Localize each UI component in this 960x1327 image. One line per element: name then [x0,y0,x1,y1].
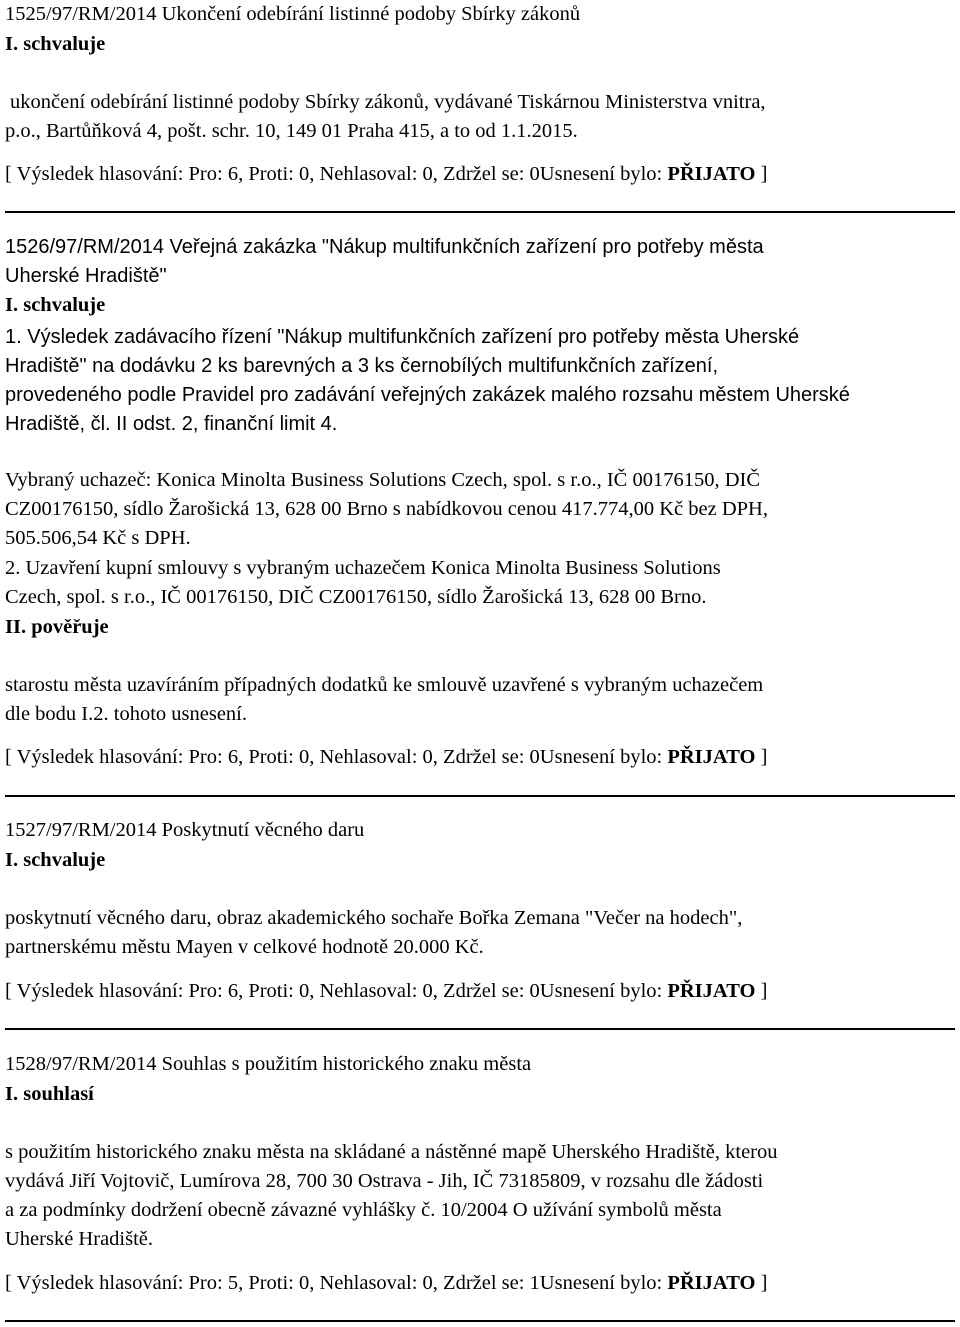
section-title: Uherské Hradiště" [5,265,167,287]
body-line: Uherské Hradiště. [5,1228,154,1250]
vote-result [5,743,767,773]
vote-status: PŘIJATO [667,163,756,185]
section-title: 1528/97/RM/2014 Souhlas s použitím historického znaku města [5,1053,532,1075]
body-line: p.o., Bartůňková 4, pošt. schr. 10, 149 01 Praha 415, a to od 1.1.2015. [5,120,578,142]
vote-end: ] [755,163,768,185]
section-divider [5,1320,955,1322]
body-line: poskytnutí věcného daru, obraz akademického sochaře Bořka Zemana "Večer na hodech", [5,907,743,929]
section-title: 1525/97/RM/2014 Ukončení odebírání listinné podoby Sbírky zákonů [5,3,581,25]
body-line: partnerskému městu Mayen v celkové hodnotě 20.000 Kč. [5,936,484,958]
body-line: vydává Jiří Vojtovič, Lumírova 28, 700 30 Ostrava - Jih, IČ 73185809, v rozsahu dle žádosti [5,1170,764,1192]
body-line: 2. Uzavření kupní smlouvy s vybraným uchazečem Konica Minolta Business Solutions [5,557,721,579]
vote-status: PŘIJATO [667,1272,756,1294]
vote-text: [ Výsledek hlasování: Pro: 6, Proti: 0, Nehlasoval: 0, Zdržel se: 0Usnesení bylo: [5,746,668,768]
vote-end: ] [755,746,768,768]
body-line: dle bodu I.2. tohoto usnesení. [5,703,247,725]
action-heading: I. schvaluje [5,33,106,55]
body-line: provedeného podle Pravidel pro zadávání veřejných zakázek malého rozsahu městem Uherské [5,384,850,406]
vote-text: [ Výsledek hlasování: Pro: 5, Proti: 0, Nehlasoval: 0, Zdržel se: 1Usnesení bylo: [5,1272,668,1294]
body-line: a za podmínky dodržení obecně závazné vyhlášky č. 10/2004 O užívání symbolů města [5,1199,722,1221]
action-heading: I. souhlasí [5,1083,94,1105]
vote-end: ] [755,1272,768,1294]
vote-result [5,160,767,190]
body-line: Vybraný uchazeč: Konica Minolta Business Solutions Czech, spol. s r.o., IČ 00176150, DIČ [5,469,760,491]
body-line: 505.506,54 Kč s DPH. [5,527,191,549]
body-line: CZ00176150, sídlo Žarošická 13, 628 00 Brno s nabídkovou cenou 417.774,00 Kč bez DPH, [5,498,768,520]
section-divider [5,795,955,797]
vote-status: PŘIJATO [667,980,756,1002]
vote-text: [ Výsledek hlasování: Pro: 6, Proti: 0, Nehlasoval: 0, Zdržel se: 0Usnesení bylo: [5,163,668,185]
vote-result [5,977,767,1007]
vote-status: PŘIJATO [667,746,756,768]
section-title: 1526/97/RM/2014 Veřejná zakázka "Nákup multifunkčních zařízení pro potřeby města [5,236,764,258]
action-heading: II. pověřuje [5,616,109,638]
action-heading: I. schvaluje [5,849,106,871]
body-line: Hradiště" na dodávku 2 ks barevných a 3 ks černobílých multifunkčních zařízení, [5,355,719,377]
section-divider [5,211,955,213]
body-line: ukončení odebírání listinné podoby Sbírky zákonů, vydávané Tiskárnou Ministerstva vnitra, [10,91,766,113]
body-line: s použitím historického znaku města na skládané a nástěnné mapě Uherského Hradiště, kterou [5,1141,778,1163]
vote-result [5,1269,767,1299]
body-line: Czech, spol. s r.o., IČ 00176150, DIČ CZ00176150, sídlo Žarošická 13, 628 00 Brno. [5,586,707,608]
action-heading: I. schvaluje [5,294,106,316]
body-line: starostu města uzavíráním případných dodatků ke smlouvě uzavřené s vybraným uchazečem [5,674,764,696]
section-title: 1527/97/RM/2014 Poskytnutí věcného daru [5,819,365,841]
body-line: Hradiště, čl. II odst. 2, finanční limit 4. [5,413,338,435]
vote-text: [ Výsledek hlasování: Pro: 6, Proti: 0, Nehlasoval: 0, Zdržel se: 0Usnesení bylo: [5,980,668,1002]
body-line: 1. Výsledek zadávacího řízení "Nákup multifunkčních zařízení pro potřeby města Uherské [5,326,800,348]
vote-end: ] [755,980,768,1002]
section-divider [5,1028,955,1030]
